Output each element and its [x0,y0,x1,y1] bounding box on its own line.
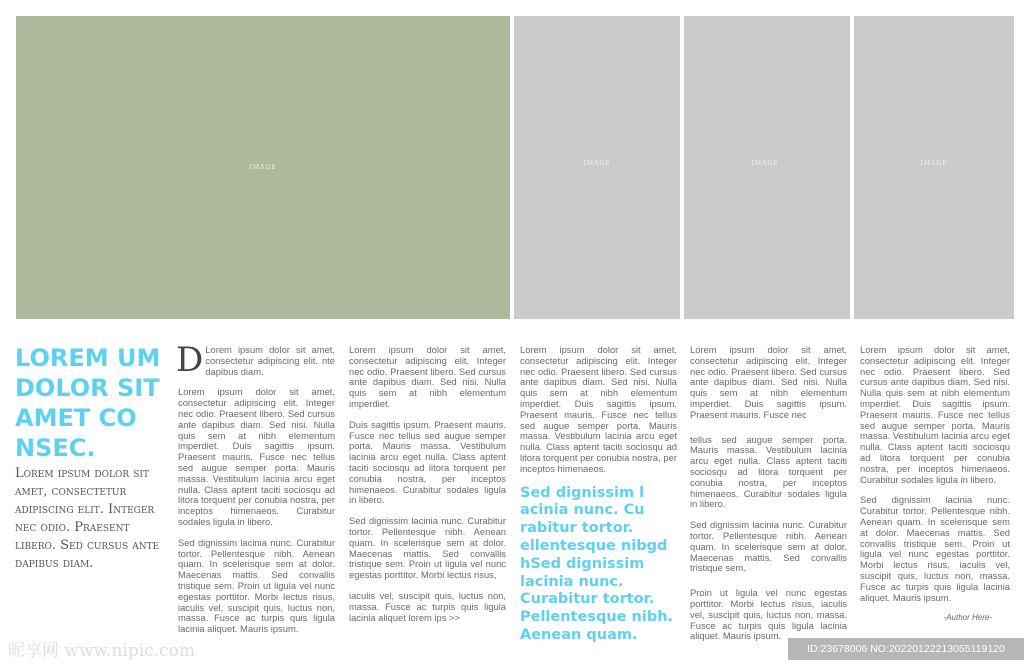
lead-paragraph [176,340,335,380]
paragraph: Duis sagittis ipsum. Praesent mauris. Fusce nec tellus sed augue semper porta. Mauris massa. Vestibulum lacinia arcu eget nulla. Class aptent taciti sociosqu ad litora torquent per conubia nostra, per inceptos himenaeos. Curabitur sodales ligula in libero. [349,418,506,506]
image-placeholder-3 [684,16,850,319]
paragraph: Lorem ipsum dolor sit amet, consectetur adipiscing elit. Integer nec odio. Praesent libero. Sed cursus ante dapibus diam. Sed nisi. Nulla quis sem at nibh elementum imperdiet. [349,344,506,409]
image-label: IMAGE [920,160,948,167]
image-label: IMAGE [583,160,611,167]
paragraph: Proin ut ligula vel nunc egestas porttitor. Morbi lectus risus, iaculis vel, suscipit quis, luctus non, massa. Fusce ac turpis quis ligula lacinia aliquet. Mauris ipsum. [690,587,847,642]
text-column-4 [690,345,847,652]
subheadline: Lorem ipsum dolor sit amet, consectetur adipiscing elit. Integer nec odio. Praesent libero. Sed cursus ante dapibus diam. [15,466,160,571]
image-label: IMAGE [751,160,779,167]
paragraph: Sed dignissim lacinia nunc. Curabitur tortor. Pellentesque nibh. Aenean quam. In scelerisque sem at dolor. Maecenas mattis. Sed convallis tristique sem. Proin ut ligula vel nunc egestas porttitor. Morbi lectus risus, iaculis vel, suscipit quis, luctus non, massa. Fusce ac turpis quis ligula lacinia aliquet. Mauris ipsum. [860,494,1010,603]
headline: LOREM UM DOLOR SIT AMET CO NSEC. [15,344,161,462]
drop-cap: D [176,340,204,380]
paragraph: Sed dignissim lacinia nunc. Curabitur tortor. Pellentesque nibh. Aenean quam. In scelerisque sem at dolor. Maecenas mattis. Sed convallis tristique sem. [690,519,847,574]
paragraph: Sed dignissim lacinia nunc. Curabitur tortor. Pellentesque nibh. Aenean quam. In scelerisque sem at dolor. Maecenas mattis. Sed convallis tristique sem. Proin ut ligula vel nunc egestas porttitor. Morbi lectus risus, iaculis vel, suscipit quis, luctus non, massa. Fusce ac turpis quis ligula lacinia aliquet. Mauris ipsum. [178,536,335,635]
text-column-3 [520,345,677,645]
paragraph: Lorem ipsum dolor sit amet, consectetur adipiscing elit. Integer nec odio. Praesent libero. Sed cursus ante dapibus diam. Sed nisi. Nulla quis sem at nibh elementum imperdiet. Duis sagittis ipsum. Praesent mauris. Fusce nec [690,344,847,420]
image-placeholder-2 [514,16,680,319]
pull-quote: Sed dignissim l acinia nunc. Cu rabitur tortor. ellentesque nibgd hSed dignissim lacinia nunc. Curabitur tortor. Pellentesque nibh. Aenean quam. [520,484,674,643]
watermark-left: 昵享网 www.nipic.com [8,641,195,661]
author-signature: -Author Here- [943,613,992,623]
paragraph: iaculis vel, suscipit quis, luctus non, massa. Fusce ac turpis quis ligula lacinia aliquet lorem ips >> [349,589,506,623]
paragraph: Lorem ipsum dolor sit amet, consectetur adipiscing elit. Integer nec odio. Praesent libero. Sed cursus ante dapibus diam. Sed nisi. Nulla quis sem at nibh elementum imperdiet. Duis sagittis ipsum. Praesent mauris. Fusce nec tellus sed augue semper porta. Mauris massa. Vestibulum lacinia arcu eget nulla. Class aptent taciti sociosqu ad litora torquent per conubia nostra, per inceptos himenaeos. Curabitur sodales ligula in libero. [860,344,1010,485]
paragraph: Lorem ipsum dolor sit amet, consectetur adipiscing elit. Integer nec odio. Praesent libero. Sed cursus ante dapibus diam. Sed nisi. Nulla quis sem at nibh elementum imperdiet. Duis sagittis ipsum. Praesent mauris. Fusce nec tellus sed augue semper porta. Mauris massa. Vestibulum lacinia arcu eget nulla. Class aptent taciti sociosqu ad litora torquent per conubia nostra, per inceptos himenaeos. [520,344,677,474]
lead-paragraph-text: Lorem ipsum dolor sit amet, consectetur adipiscing elit. nte dapibus diam. [205,344,335,377]
text-column-2 [349,345,506,633]
image-placeholder-large [16,16,510,319]
text-column-5 [860,345,1010,624]
image-label: IMAGE [249,164,277,171]
paragraph: Sed dignissim lacinia nunc. Curabitur tortor. Pellentesque nibh. Aenean quam. In scelerisque sem at dolor. Maecenas mattis. Sed convallis tristique sem. Proin ut ligula vel nunc egestas porttitor. Morbi lectus risus, [349,515,506,581]
watermark-id-bar: ID:23678006 NO:20220122213055119120 [788,638,1024,660]
text-column-1 [176,340,335,645]
paragraph: tellus sed augue semper porta. Mauris massa. Vestibulum lacinia arcu eget nulla. Class aptent taciti sociosqu ad litora torquent per conubia nostra, per inceptos himenaeos. Curabitur sodales ligula in libero. [690,433,847,510]
image-placeholder-4 [854,16,1014,319]
paragraph: Lorem ipsum dolor sit amet, consectetur adipiscing elit. Integer nec odio. Praesent libero. Sed cursus ante dapibus diam. Sed nisi. Nulla quis sem at nibh elementum imperdiet. Duis sagittis ipsum. Praesent mauris. Fusce nec tellus sed augue semper porta. Mauris massa. Vestibulum lacinia arcu eget nulla. Class aptent taciti sociosqu ad litora torquent per conubia nostra, per inceptos himenaeos. Curabitur sodales ligula in libero. [178,386,335,527]
